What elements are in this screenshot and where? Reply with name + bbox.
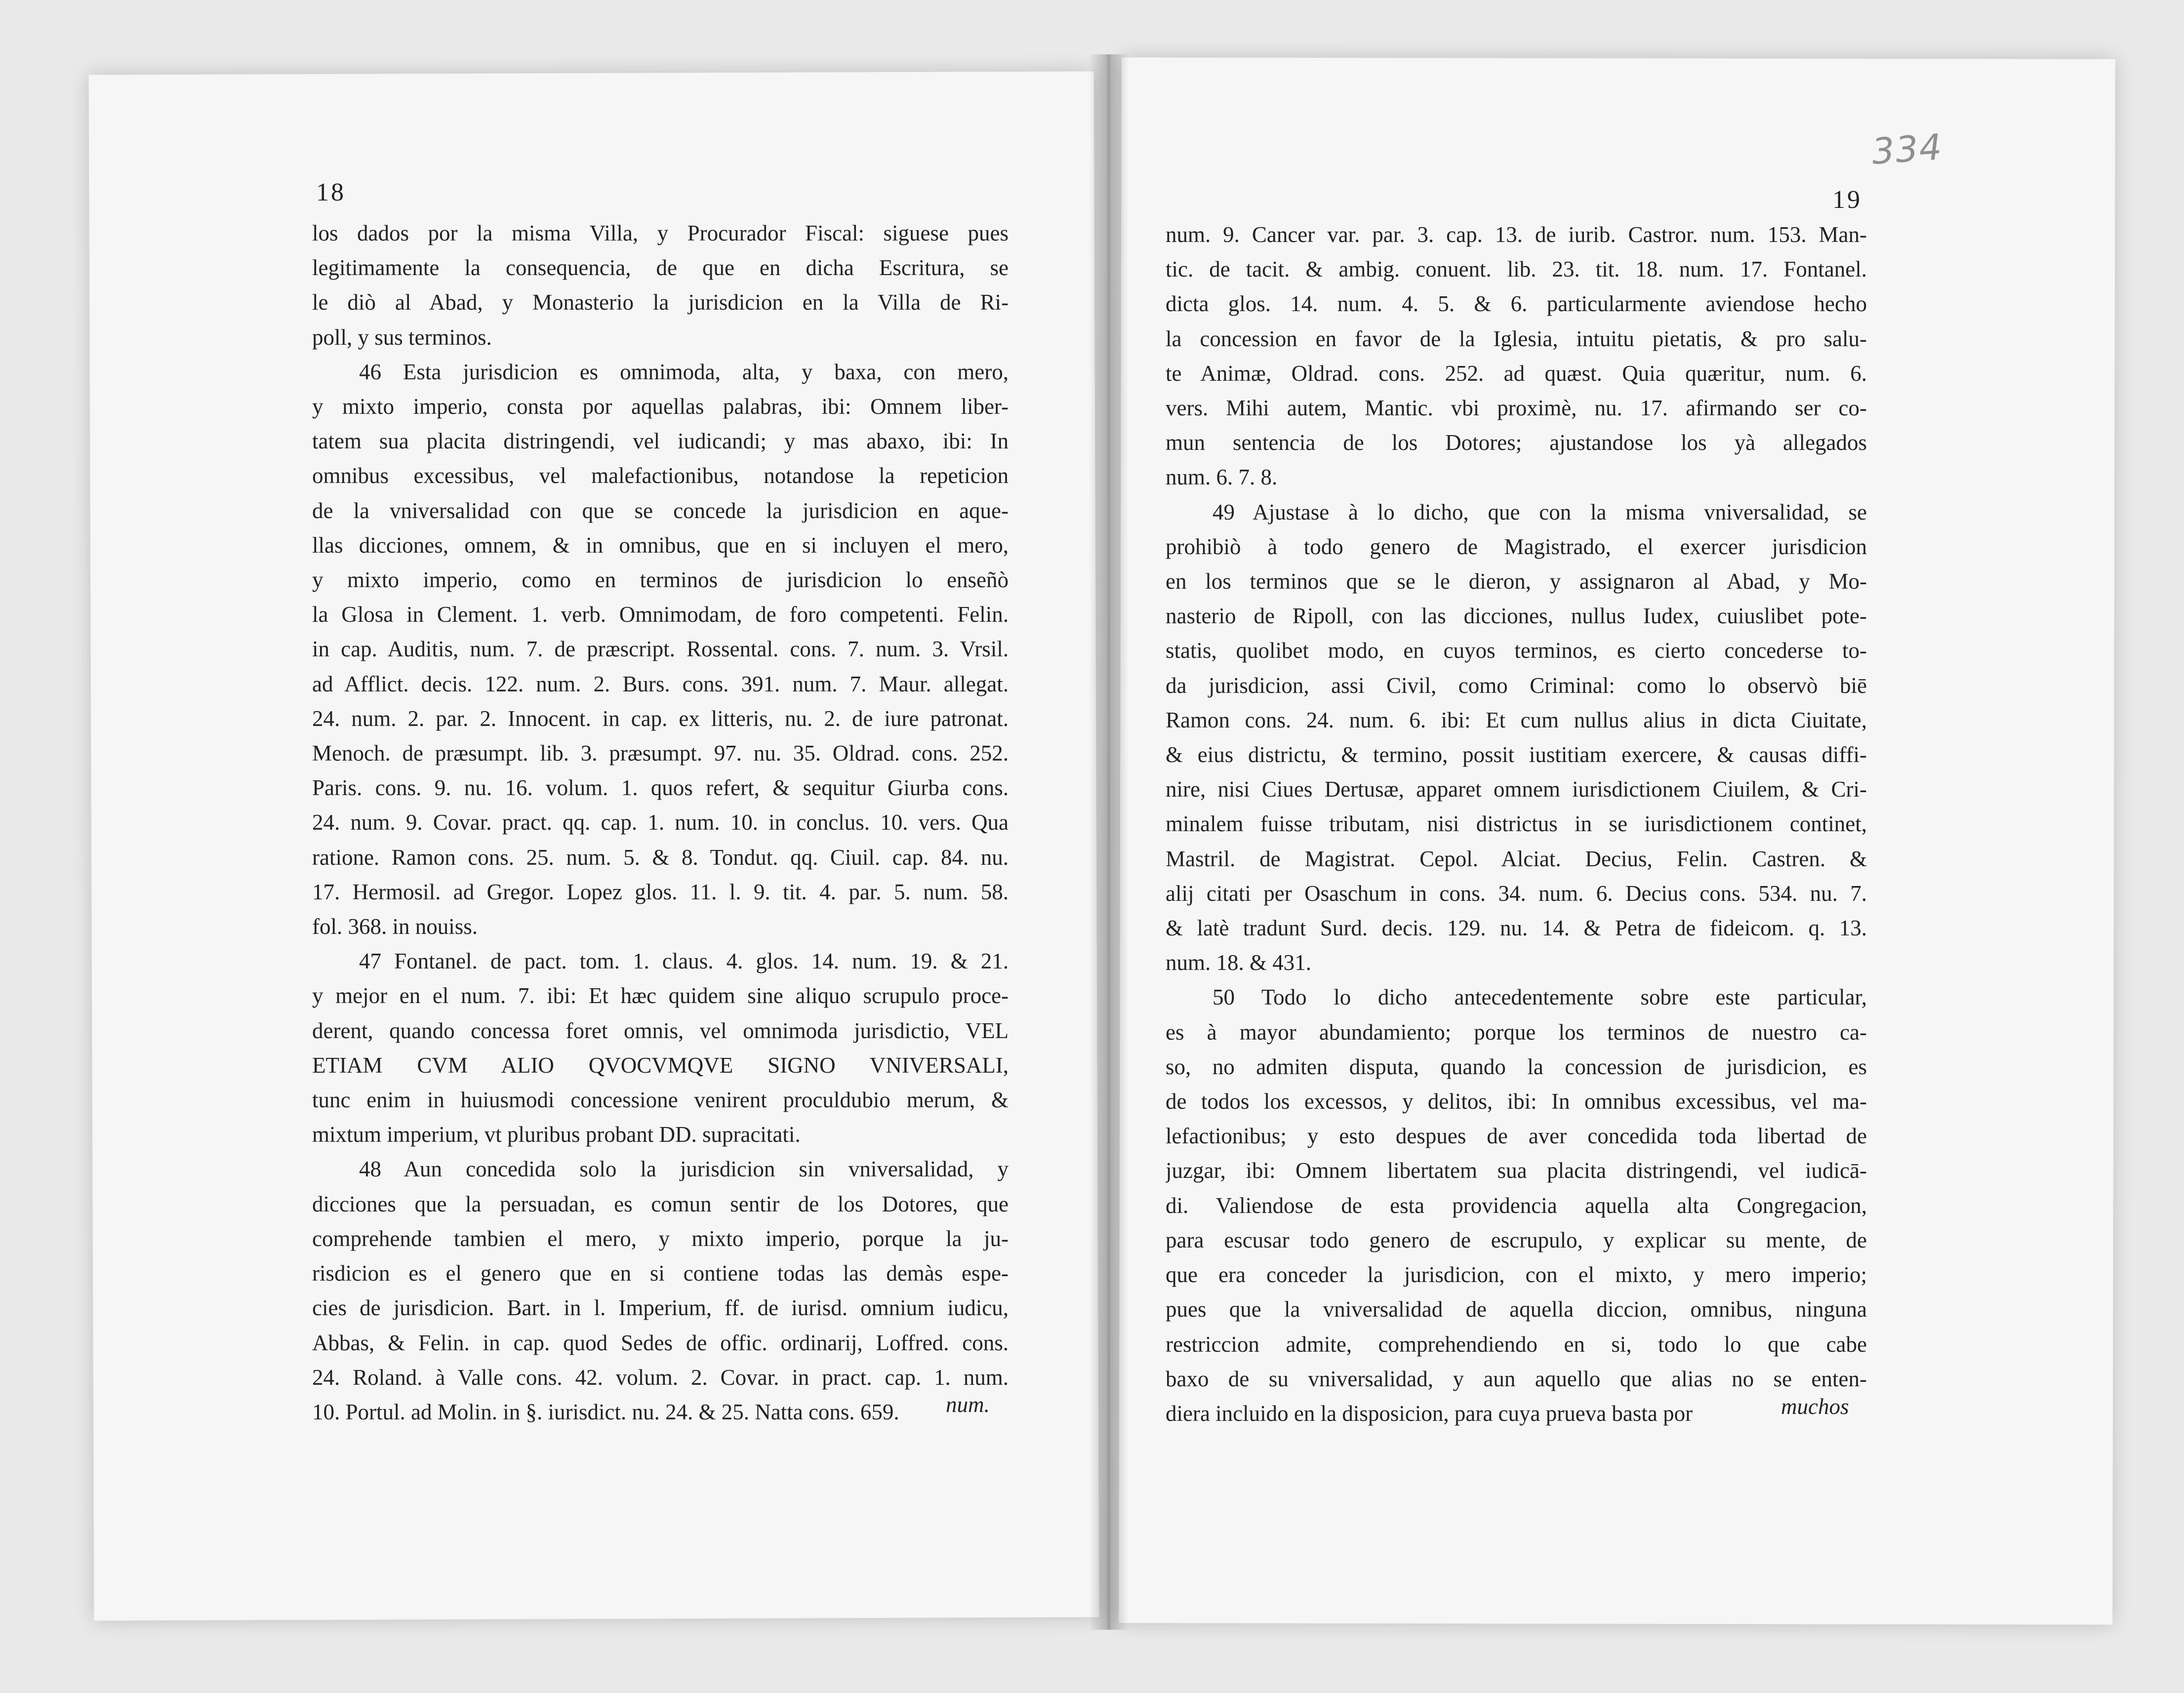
text-line: de la vniversalidad con que se concede la jurisdicion en aque- [312,498,1009,523]
left-catchword: num. [946,1392,990,1417]
text-line: nire, nisi Ciues Dertusæ, apparet omnem iurisdictionem Ciuilem, & Cri- [1166,777,1867,802]
text-line: risdicion es el genero que en si contiene todas las demàs espe- [312,1261,1009,1286]
text-line: los dados por la misma Villa, y Procurador Fiscal: siguese pues [312,221,1009,245]
text-line: legitimamente la consequencia, de que en dicha Escritura, se [312,255,1009,281]
right-page-number: 19 [1832,186,1862,214]
text-line: alij citati per Osaschum in cons. 34. num. 6. Decius cons. 534. nu. 7. [1166,881,1867,906]
text-line: restriccion admite, comprehendiendo en si, todo lo que cabe [1166,1331,1867,1357]
text-line: 47 Fontanel. de pact. tom. 1. claus. 4. glos. 14. num. 19. & 21. [359,949,1009,974]
text-line: statis, quolibet modo, en cuyos terminos, es cierto concederse to- [1166,638,1867,663]
text-line: omnibus excessibus, vel malefactionibus, notandose la repeticion [312,463,1009,488]
text-line: juzgar, ibi: Omnem libertatem sua placita distringendi, vel iudicā- [1166,1158,1867,1183]
text-line: llas dicciones, omnem, & in omnibus, que en si incluyen el mero, [312,532,1009,558]
text-line: lefactionibus; y esto despues de aver concedida toda libertad de [1166,1124,1867,1149]
text-line: 50 Todo lo dicho antecedentemente sobre este particular, [1213,985,1867,1010]
text-line: Paris. cons. 9. nu. 16. volum. 1. quos refert, & sequitur Giurba cons. [312,775,1009,801]
text-line: ratione. Ramon cons. 25. num. 5. & 8. Tondut. qq. Ciuil. cap. 84. nu. [312,845,1009,870]
text-line: tic. de tacit. & ambig. conuent. lib. 23. tit. 18. num. 17. Fontanel. [1166,257,1867,282]
text-line: 10. Portul. ad Molin. in §. iurisdict. nu. 24. & 25. Natta cons. 659. [312,1399,899,1424]
text-line: 24. num. 9. Covar. pract. qq. cap. 1. num. 10. in conclus. 10. vers. Qua [312,810,1009,835]
text-line: comprehende tambien el mero, y mixto imperio, porque la ju- [312,1226,1009,1251]
text-line: so, no admiten disputa, quando la concession de jurisdicion, es [1166,1054,1867,1079]
text-line: 24. Roland. à Valle cons. 42. volum. 2. Covar. in pract. cap. 1. num. [312,1365,1009,1390]
text-line: & eius districtu, & termino, possit iustitiam exercere, & causas diffi- [1166,742,1867,767]
text-line: Mastril. de Magistrat. Cepol. Alciat. Decius, Felin. Castren. & [1166,846,1867,871]
text-line: 48 Aun concedida solo la jurisdicion sin vniversalidad, y [359,1157,1009,1182]
text-line: 46 Esta jurisdicion es omnimoda, alta, y baxa, con mero, [359,359,1009,384]
text-line: nasterio de Ripoll, con las dicciones, nullus Iudex, cuiuslibet pote- [1166,604,1867,629]
text-line: tatem sua placita distringendi, vel iudicandi; y mas abaxo, ibi: In [312,429,1009,454]
right-catchword: muchos [1781,1394,1849,1419]
text-line: fol. 368. in nouiss. [312,914,478,939]
text-line: diera incluido en la disposicion, para cuya prueva basta por [1166,1401,1693,1426]
text-line: di. Valiendose de esta providencia aquella alta Congregacion, [1166,1193,1867,1218]
text-line: en los terminos que se le dieron, y assignaron al Abad, y Mo- [1166,569,1867,594]
text-line: derent, quando concessa foret omnis, vel omnimoda jurisdictio, VEL [312,1018,1009,1043]
text-line: te Animæ, Oldrad. cons. 252. ad quæst. Quia quæritur, num. 6. [1166,361,1867,386]
text-line: mixtum imperium, vt pluribus probant DD. supracitati. [312,1122,801,1147]
left-page-number: 18 [316,178,346,206]
text-line: que era conceder la jurisdicion, con el mixto, y mero imperio; [1166,1262,1867,1288]
text-line: pues que la vniversalidad de aquella diccion, omnibus, ninguna [1166,1297,1867,1322]
text-line: ETIAM CVM ALIO QVOCVMQVE SIGNO VNIVERSALI, [312,1052,1009,1078]
text-line: y mejor en el num. 7. ibi: Et hæc quidem sine aliquo scrupulo proce- [312,983,1009,1008]
left-page-text [312,216,1009,1429]
text-line: in cap. Auditis, num. 7. de præscript. Rossental. cons. 7. num. 3. Vrsil. [312,637,1009,662]
text-line: cies de jurisdicion. Bart. in l. Imperium, ff. de iurisd. omnium iudicu, [312,1295,1009,1321]
text-line: prohibiò à todo genero de Magistrado, el exercer jurisdicion [1166,534,1867,559]
text-line: Abbas, & Felin. in cap. quod Sedes de offic. ordinarij, Loffred. cons. [312,1330,1009,1355]
right-page-text [1166,217,1867,1431]
text-line: y mixto imperio, como en terminos de jurisdicion lo enseñò [312,567,1009,593]
text-line: 24. num. 2. par. 2. Innocent. in cap. ex litteris, nu. 2. de iure patronat. [312,706,1009,731]
text-line: minalem fuisse tributam, nisi districtus in se iurisdictionem continet, [1166,811,1867,837]
text-line: dicciones que la persuadan, es comun sentir de los Dotores, que [312,1191,1009,1216]
folio-annotation: 334 [1870,126,1944,172]
text-line: la concession en favor de la Iglesia, intuitu pietatis, & pro salu- [1166,326,1867,351]
text-line: num. 9. Cancer var. par. 3. cap. 13. de iurib. Castror. num. 153. Man- [1166,222,1867,247]
text-line: & latè tradunt Surd. decis. 129. nu. 14. & Petra de fideicom. q. 13. [1166,916,1867,941]
text-line: baxo de su vniversalidad, y aun aquello que alias no se enten- [1166,1366,1867,1391]
text-line: num. 18. & 431. [1166,950,1312,975]
text-line: y mixto imperio, consta por aquellas palabras, ibi: Omnem liber- [312,394,1009,419]
text-line: Menoch. de præsumpt. lib. 3. præsumpt. 97. nu. 35. Oldrad. cons. 252. [312,741,1009,766]
text-line: vers. Mihi autem, Mantic. vbi proximè, nu. 17. afirmando ser co- [1166,396,1867,421]
text-line: la Glosa in Clement. 1. verb. Omnimodam, de foro competenti. Felin. [312,602,1009,627]
text-line: poll, y sus terminos. [312,324,492,350]
text-line: da jurisdicion, assi Civil, como Criminal: como lo observò biē [1166,673,1867,698]
text-line: 49 Ajustase à lo dicho, que con la misma vniversalidad, se [1213,499,1867,524]
text-line: le diò al Abad, y Monasterio la jurisdicion en la Villa de Ri- [312,290,1009,315]
text-line: num. 6. 7. 8. [1166,465,1278,490]
text-line: dicta glos. 14. num. 4. 5. & 6. particularmente aviendose hecho [1166,291,1867,317]
text-line: es à mayor abundamiento; porque los terminos de nuestro ca- [1166,1019,1867,1045]
text-line: de todos los excessos, y delitos, ibi: In omnibus excessibus, vel ma- [1166,1089,1867,1114]
text-line: Ramon cons. 24. num. 6. ibi: Et cum nullus alius in dicta Ciuitate, [1166,707,1867,732]
text-line: ad Afflict. decis. 122. num. 2. Burs. cons. 391. num. 7. Maur. allegat. [312,671,1009,696]
text-line: 17. Hermosil. ad Gregor. Lopez glos. 11. l. 9. tit. 4. par. 5. num. 58. [312,879,1009,904]
text-line: para escusar todo genero de escrupulo, y explicar su mente, de [1166,1227,1867,1252]
text-line: tunc enim in huiusmodi concessione venirent proculdubio merum, & [312,1088,1009,1113]
text-line: mun sentencia de los Dotores; ajustandose los yà allegados [1166,430,1867,455]
book-gutter [1089,54,1129,1630]
